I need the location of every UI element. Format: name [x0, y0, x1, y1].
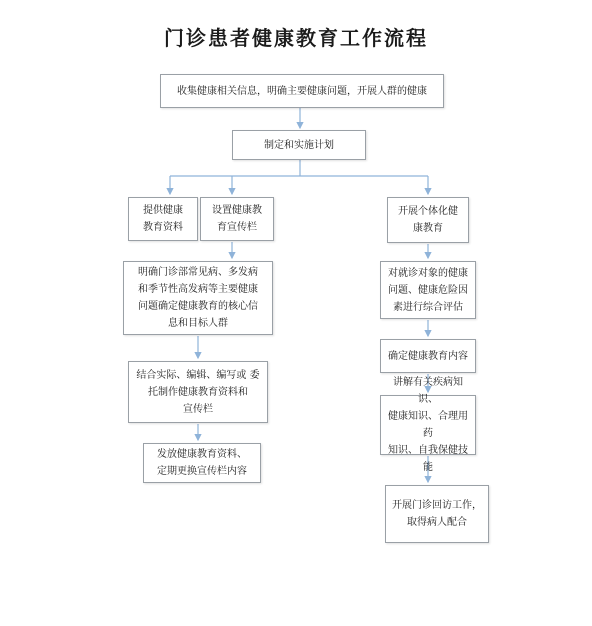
box-set-board — [200, 197, 274, 241]
box-compile-materials-text: 结合实际、编辑、编写或 委 托制作健康教育资料和 宣传栏 — [136, 369, 260, 415]
box-clarify-problems-text: 明确门诊部常见病、多发病 和季节性高发病等主要健康 问题确定健康教育的核心信 息和目标人群 — [138, 267, 258, 329]
box-assess-text: 对就诊对象的健康 问题、健康危险因 素进行综合评估 — [388, 267, 468, 313]
box-provide-materials — [128, 197, 198, 241]
box-followup-text: 开展门诊回访工作， 取得病人配合 — [392, 500, 482, 528]
box-collect-info-text: 收集健康相关信息，明确主要健康问题，开展人群的健康 — [177, 85, 427, 97]
box-plan-text: 制定和实施计划 — [264, 139, 334, 151]
box-collect-info — [160, 74, 444, 108]
box-individual-education-text: 开展个体化健 康教育 — [398, 206, 458, 234]
box-followup — [385, 485, 489, 543]
box-distribute-materials — [143, 443, 261, 483]
box-individual-education — [387, 197, 469, 243]
box-plan — [232, 130, 366, 160]
box-compile-materials — [128, 361, 268, 423]
box-confirm-content-text: 确定健康教育内容 — [388, 350, 468, 362]
box-provide-materials-text: 提供健康 教育资料 — [143, 205, 183, 233]
page-title: 门诊患者健康教育工作流程 — [164, 26, 428, 50]
box-distribute-materials-text: 发放健康教育资料、 定期更换宣传栏内容 — [157, 449, 247, 477]
box-explain-knowledge-text: 讲解有关疾病知识、 健康知识、合理用药 知识、自我保健技能 — [388, 377, 468, 473]
box-clarify-problems — [123, 261, 273, 335]
box-explain-knowledge — [380, 377, 476, 473]
box-confirm-content — [380, 339, 476, 373]
box-set-board-text: 设置健康教 育宣传栏 — [212, 205, 262, 233]
box-assess — [380, 261, 476, 319]
